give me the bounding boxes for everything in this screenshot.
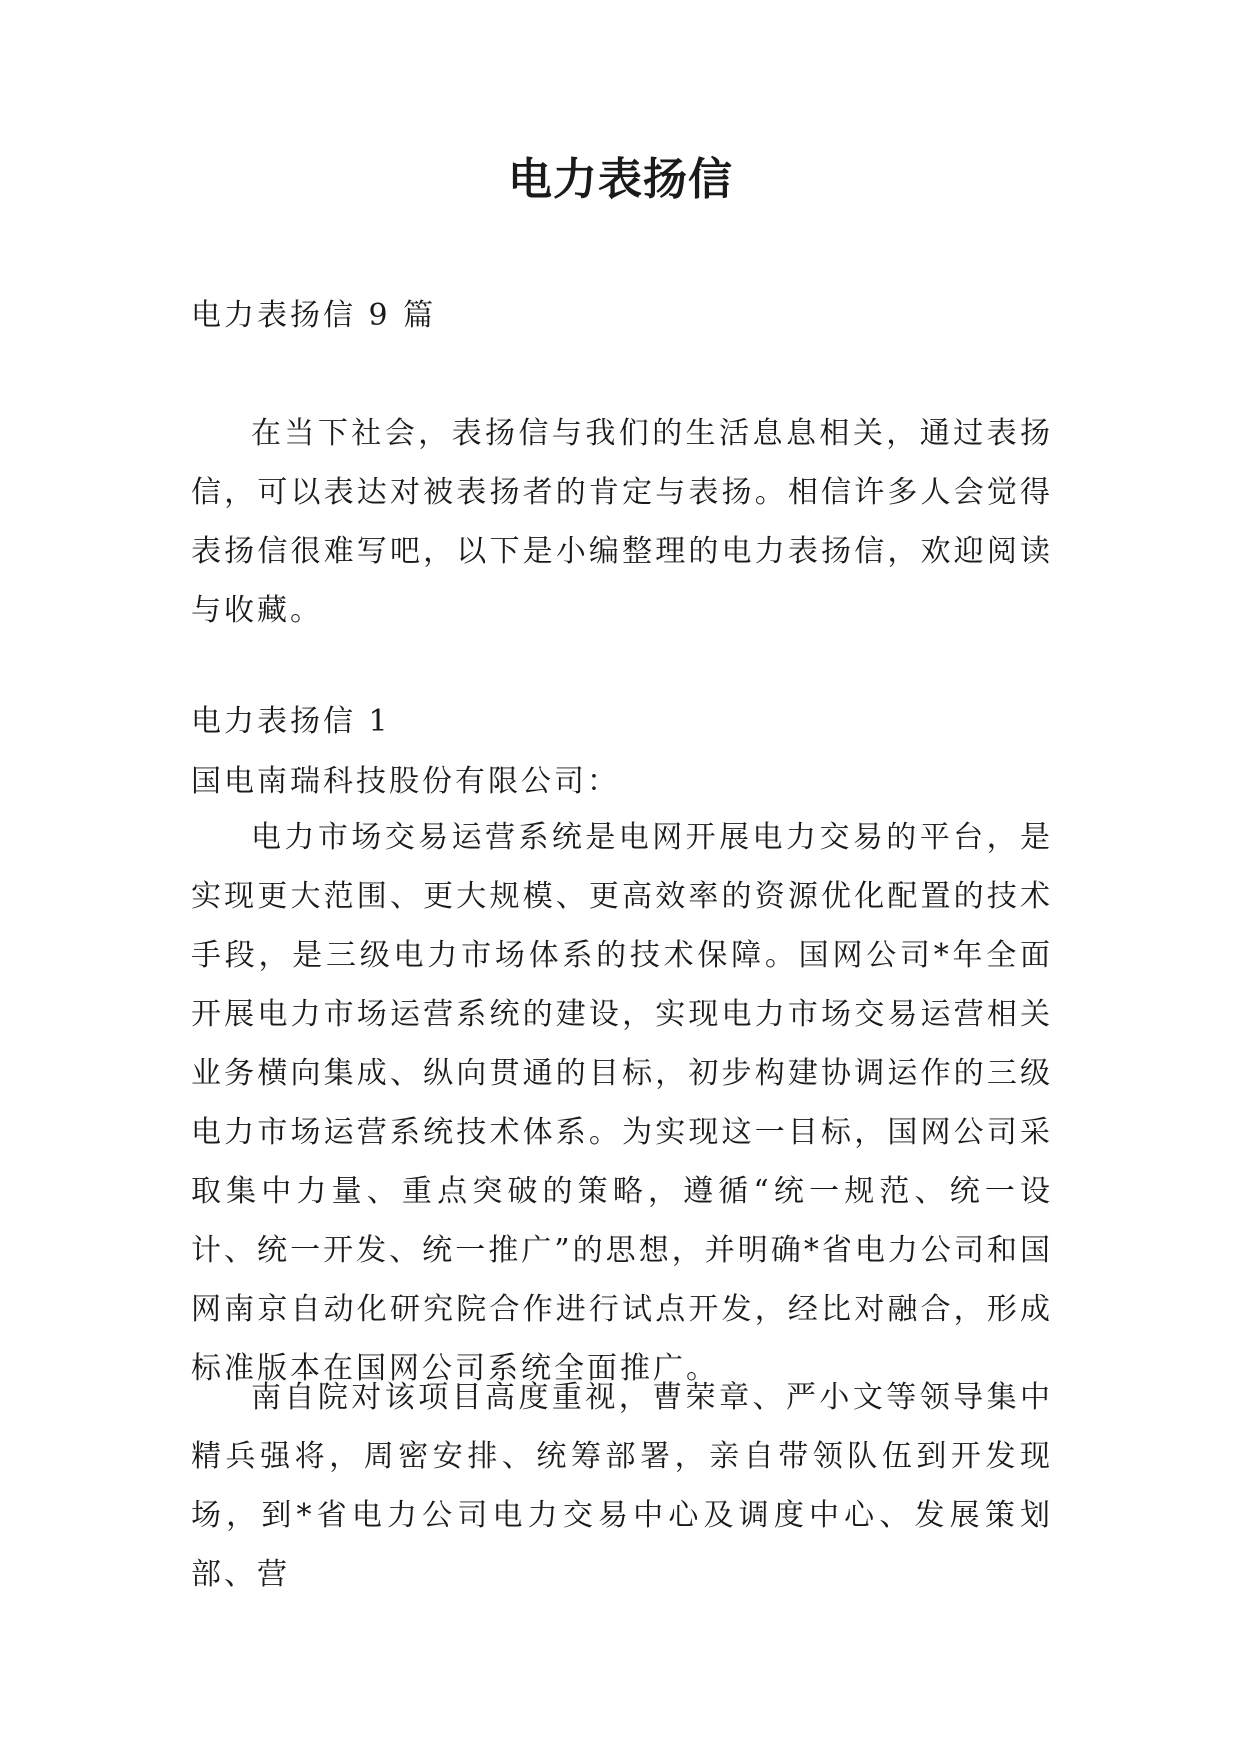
document-subtitle: 电力表扬信 9 篇: [191, 298, 437, 333]
letter-salutation: 国电南瑞科技股份有限公司：: [191, 764, 620, 799]
section-heading: 电力表扬信 1: [191, 704, 391, 739]
document-title: 电力表扬信: [508, 154, 733, 205]
body-paragraph: 电力市场交易运营系统是电网开展电力交易的平台，是实现更大范围、更大规模、更高效率的资源优化配置的技术手段，是三级电力市场体系的技术保障。国网公司*年全面开展电力市场运营系统的建设，实现电力市场交易运营相关业务横向集成、纵向贯通的目标，初步构建协调运作的三级电力市场运营系统技术体系。为实现这一目标，国网公司采取集中力量、重点突破的策略，遵循“统一规范、统一设计、统一开发、统一推广”的思想，并明确*省电力公司和国网南京自动化研究院合作进行试点开发，经比对融合，形成标准版本在国网公司系统全面推广。: [191, 820, 1053, 1386]
intro-paragraph: 在当下社会，表扬信与我们的生活息息相关，通过表扬信，可以表达对被表扬者的肯定与表扬。相信许多人会觉得表扬信很难写吧，以下是小编整理的电力表扬信，欢迎阅读与收藏。: [191, 416, 1053, 628]
body-paragraph: 南自院对该项目高度重视，曹荣章、严小文等领导集中精兵强将，周密安排、统筹部署，亲自带领队伍到开发现场，到*省电力公司电力交易中心及调度中心、发展策划部、营: [191, 1380, 1053, 1592]
